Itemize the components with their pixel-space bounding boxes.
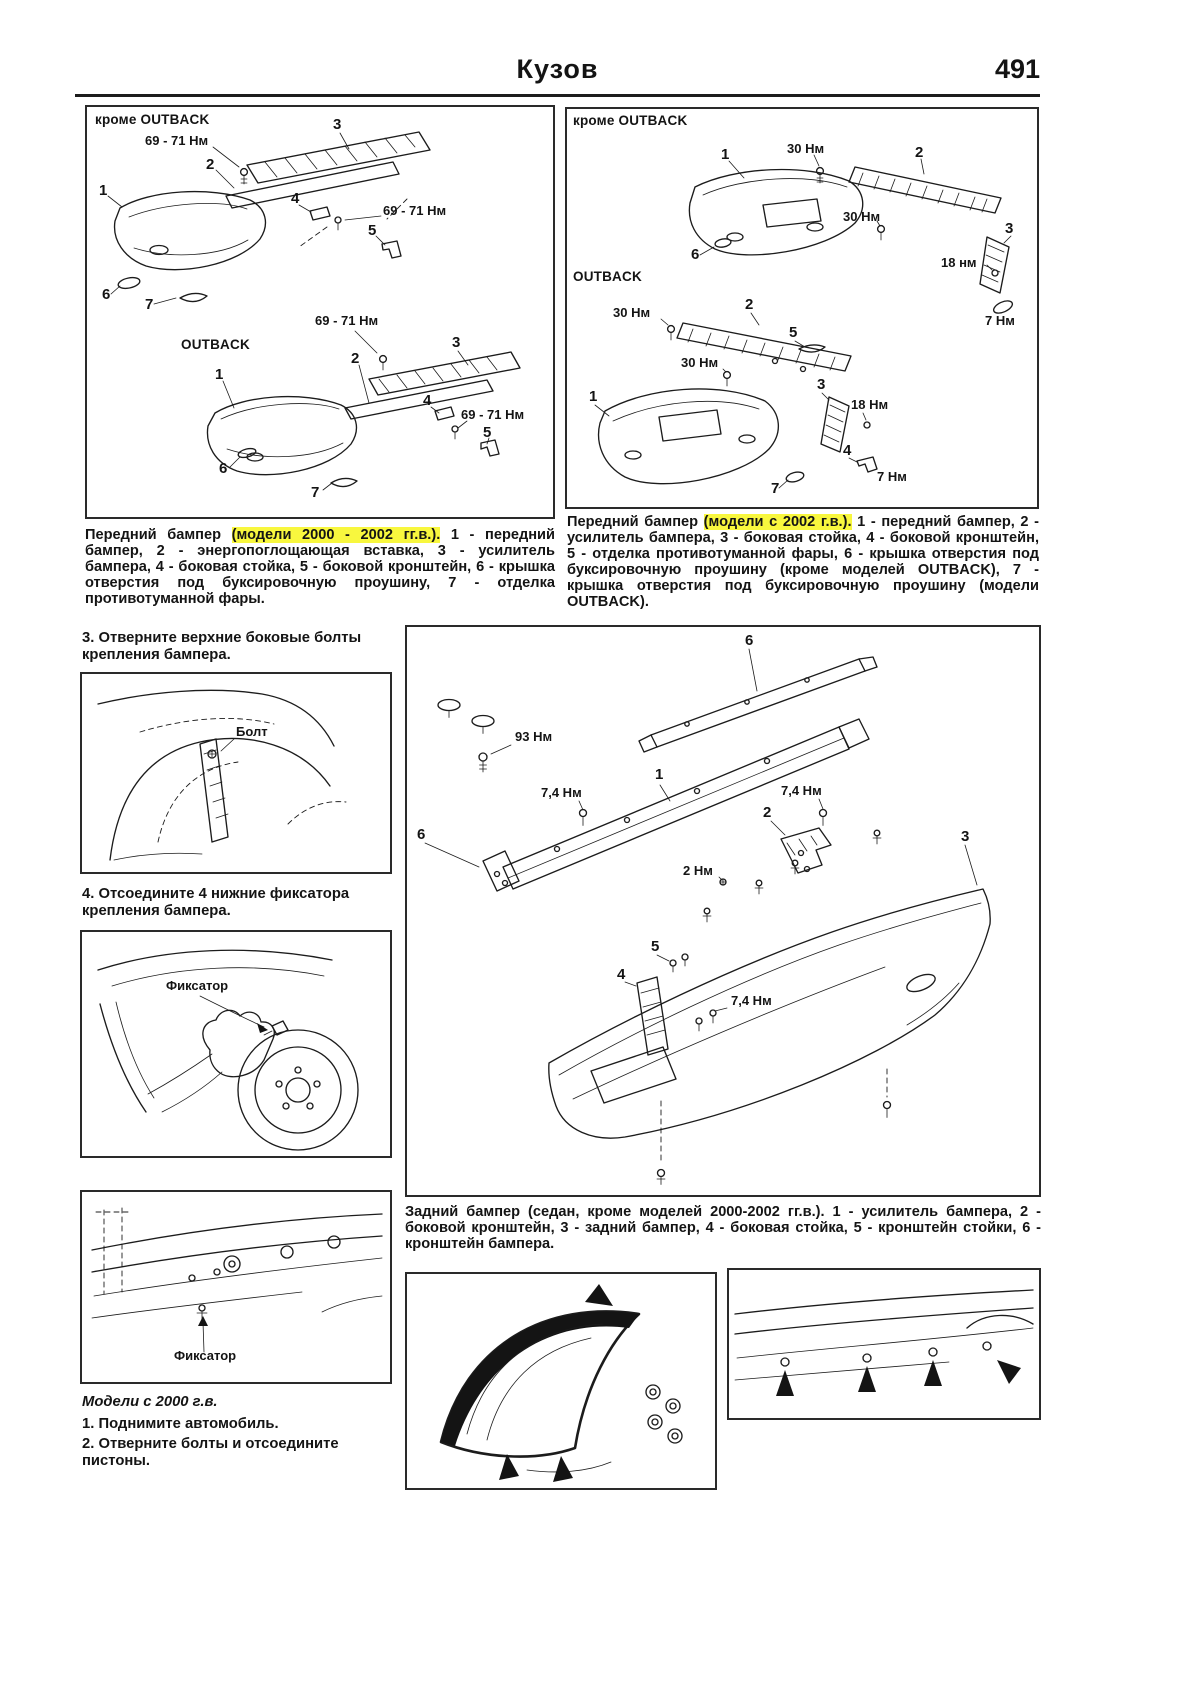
torque-label: 7,4 Нм: [541, 785, 582, 800]
callout-4: 4: [617, 966, 626, 983]
torque-label: 30 Нм: [681, 355, 719, 370]
caption-front-bumper-2002: [567, 515, 1039, 610]
caption-lead: Передний бампер: [567, 514, 704, 530]
step-2-text: 2. Отверните болты и отсоедините пистоны.: [82, 1436, 339, 1470]
callout-3: 3: [452, 334, 461, 351]
callout-5: 5: [483, 424, 492, 441]
callout-1: 1: [655, 766, 664, 783]
clip-arrow-icon: [776, 1370, 794, 1396]
variant-label-outback: OUTBACK: [181, 337, 250, 352]
caption-rear-bumper: Задний бампер (седан, кроме моделей 2000-2002 гг.в.). 1 - усилитель бампера, 2 - боковой кронштейн, 3 - задний бампер, 4 - боковая стойка, 5 - кронштейн стойки, 6 - кронштейн бампера.: [405, 1204, 1041, 1252]
bolt-label: Болт: [236, 724, 268, 739]
rear-bumper-diagram: [407, 627, 1039, 1195]
variant-label-outback: OUTBACK: [573, 269, 642, 284]
variant-label-krome-outback: кроме OUTBACK: [95, 112, 210, 127]
callout-1: 1: [215, 366, 224, 383]
caption-body: 1 - передний бампер, 2 - энергопоглощающая вставка, 3 - усилитель бампера, 4 - боковая стойка, 5 - боковой кронштейн, 6 - крышка отверстия под буксировочную проушину, 7 - отделка противотуманной фары.: [85, 527, 555, 607]
front-2002-upper-view: [689, 155, 1014, 316]
step-4-text: 4. Отсоедините 4 нижние фиксатора крепления бампера.: [82, 886, 350, 920]
callout-1: 1: [99, 182, 108, 199]
callout-3: 3: [1005, 220, 1014, 237]
models-note: Модели с 2000 г.в.: [82, 1394, 218, 1410]
caption-lead: Передний бампер: [85, 527, 232, 543]
torque-label: 30 Нм: [843, 209, 881, 224]
figure-fixator-underbody: [80, 1190, 392, 1384]
callout-4: 4: [423, 392, 432, 409]
caption-highlight: (модели 2000 - 2002 гг.в.).: [231, 527, 441, 543]
rear-bumper-drawing: [425, 649, 990, 1185]
step-3-text: 3. Отверните верхние боковые болты крепления бампера.: [82, 630, 362, 664]
callout-2: 2: [206, 156, 215, 173]
callout-7: 7: [311, 484, 320, 501]
callout-2: 2: [915, 144, 924, 161]
callout-1: 1: [721, 146, 730, 163]
caption-front-bumper-2000-2002: [85, 528, 555, 608]
callout-6: 6: [219, 460, 228, 477]
fixator-removal-diagram: [82, 932, 390, 1156]
figure-front-bumper-2000-2002: [85, 105, 555, 519]
callout-7: 7: [145, 296, 154, 313]
torque-label: 18 Нм: [851, 397, 889, 412]
callout-6: 6: [102, 286, 111, 303]
caption-highlight: (модели с 2002 г.в.).: [703, 514, 852, 530]
callout-1: 1: [589, 388, 598, 405]
front-2000-upper-view: [108, 132, 430, 304]
callout-5: 5: [368, 222, 377, 239]
figure-rear-bumper: [405, 625, 1041, 1197]
page-number: 491: [994, 54, 1040, 84]
clip-arrow-icon: [499, 1454, 519, 1480]
callout-3: 3: [961, 828, 970, 845]
torque-label: 7,4 Нм: [781, 783, 822, 798]
callout-3: 3: [817, 376, 826, 393]
fixator-label: Фиксатор: [166, 978, 229, 993]
callout-2: 2: [763, 804, 772, 821]
callout-3: 3: [333, 116, 342, 133]
torque-label: 18 нм: [941, 255, 977, 270]
clip-arrow-icon: [553, 1456, 573, 1482]
figure-fixator-removal: [80, 930, 392, 1158]
page-title: Кузов: [516, 54, 599, 84]
torque-label: 7,4 Нм: [731, 993, 772, 1008]
torque-label: 7 Нм: [985, 313, 1015, 328]
callout-2: 2: [745, 296, 754, 313]
callout-6: 6: [691, 246, 700, 263]
callout-4: 4: [843, 442, 852, 459]
clip-arrow-icon: [997, 1360, 1021, 1384]
torque-label: 7 Нм: [877, 469, 907, 484]
callout-5: 5: [789, 324, 798, 341]
underbody-clips-photo: [729, 1270, 1039, 1418]
torque-label: 69 - 71 Нм: [461, 407, 525, 422]
step-1-text: 1. Поднимите автомобиль.: [82, 1416, 279, 1432]
bumper-corner-drawing: [441, 1284, 682, 1482]
photo-underbody-clips: [727, 1268, 1041, 1420]
callout-6: 6: [745, 632, 754, 649]
underbody-clips-drawing: [735, 1290, 1033, 1396]
fender-arch-drawing: [98, 690, 346, 860]
variant-label-krome-outback: кроме OUTBACK: [573, 113, 688, 128]
torque-label: 69 - 71 Нм: [145, 133, 209, 148]
caption-body: 1 - передний бампер, 2 - усилитель бампера, 3 - боковая стойка, 4 - боковой кронштейн, 5 - отделка противотуманной фары, 6 - крышка отверстия под буксировочную проушину (кроме моделей OUTBACK), 7 - крышка отверстия под буксировочную проушину (модели OUTBACK).: [567, 514, 1039, 610]
callout-2: 2: [351, 350, 360, 367]
photo-bumper-corner: [405, 1272, 717, 1490]
fixator-label: Фиксатор: [174, 1348, 237, 1363]
clip-arrow-icon: [585, 1284, 613, 1306]
front-bumper-2000-2002-diagram: [87, 107, 553, 517]
front-2002-outback-view: [595, 313, 877, 488]
figure-front-bumper-2002: [565, 107, 1039, 509]
callout-4: 4: [291, 190, 300, 207]
figure-bolt-location: [80, 672, 392, 874]
callout-5: 5: [651, 938, 660, 955]
front-bumper-2002-diagram: [567, 109, 1037, 507]
bolt-location-diagram: [82, 674, 390, 872]
callout-6: 6: [417, 826, 426, 843]
callout-7: 7: [771, 480, 780, 497]
underbody-drawing: [92, 1208, 382, 1352]
fixator-underbody-diagram: [82, 1192, 390, 1382]
torque-label: 69 - 71 Нм: [383, 203, 447, 218]
header-rule: [75, 94, 1040, 97]
bumper-corner-photo: [407, 1274, 715, 1488]
torque-label: 69 - 71 Нм: [315, 313, 379, 328]
torque-label: 30 Нм: [613, 305, 651, 320]
clip-arrow-icon: [858, 1366, 876, 1392]
torque-label: 93 Нм: [515, 729, 553, 744]
torque-label: 2 Нм: [683, 863, 713, 878]
torque-label: 30 Нм: [787, 141, 825, 156]
